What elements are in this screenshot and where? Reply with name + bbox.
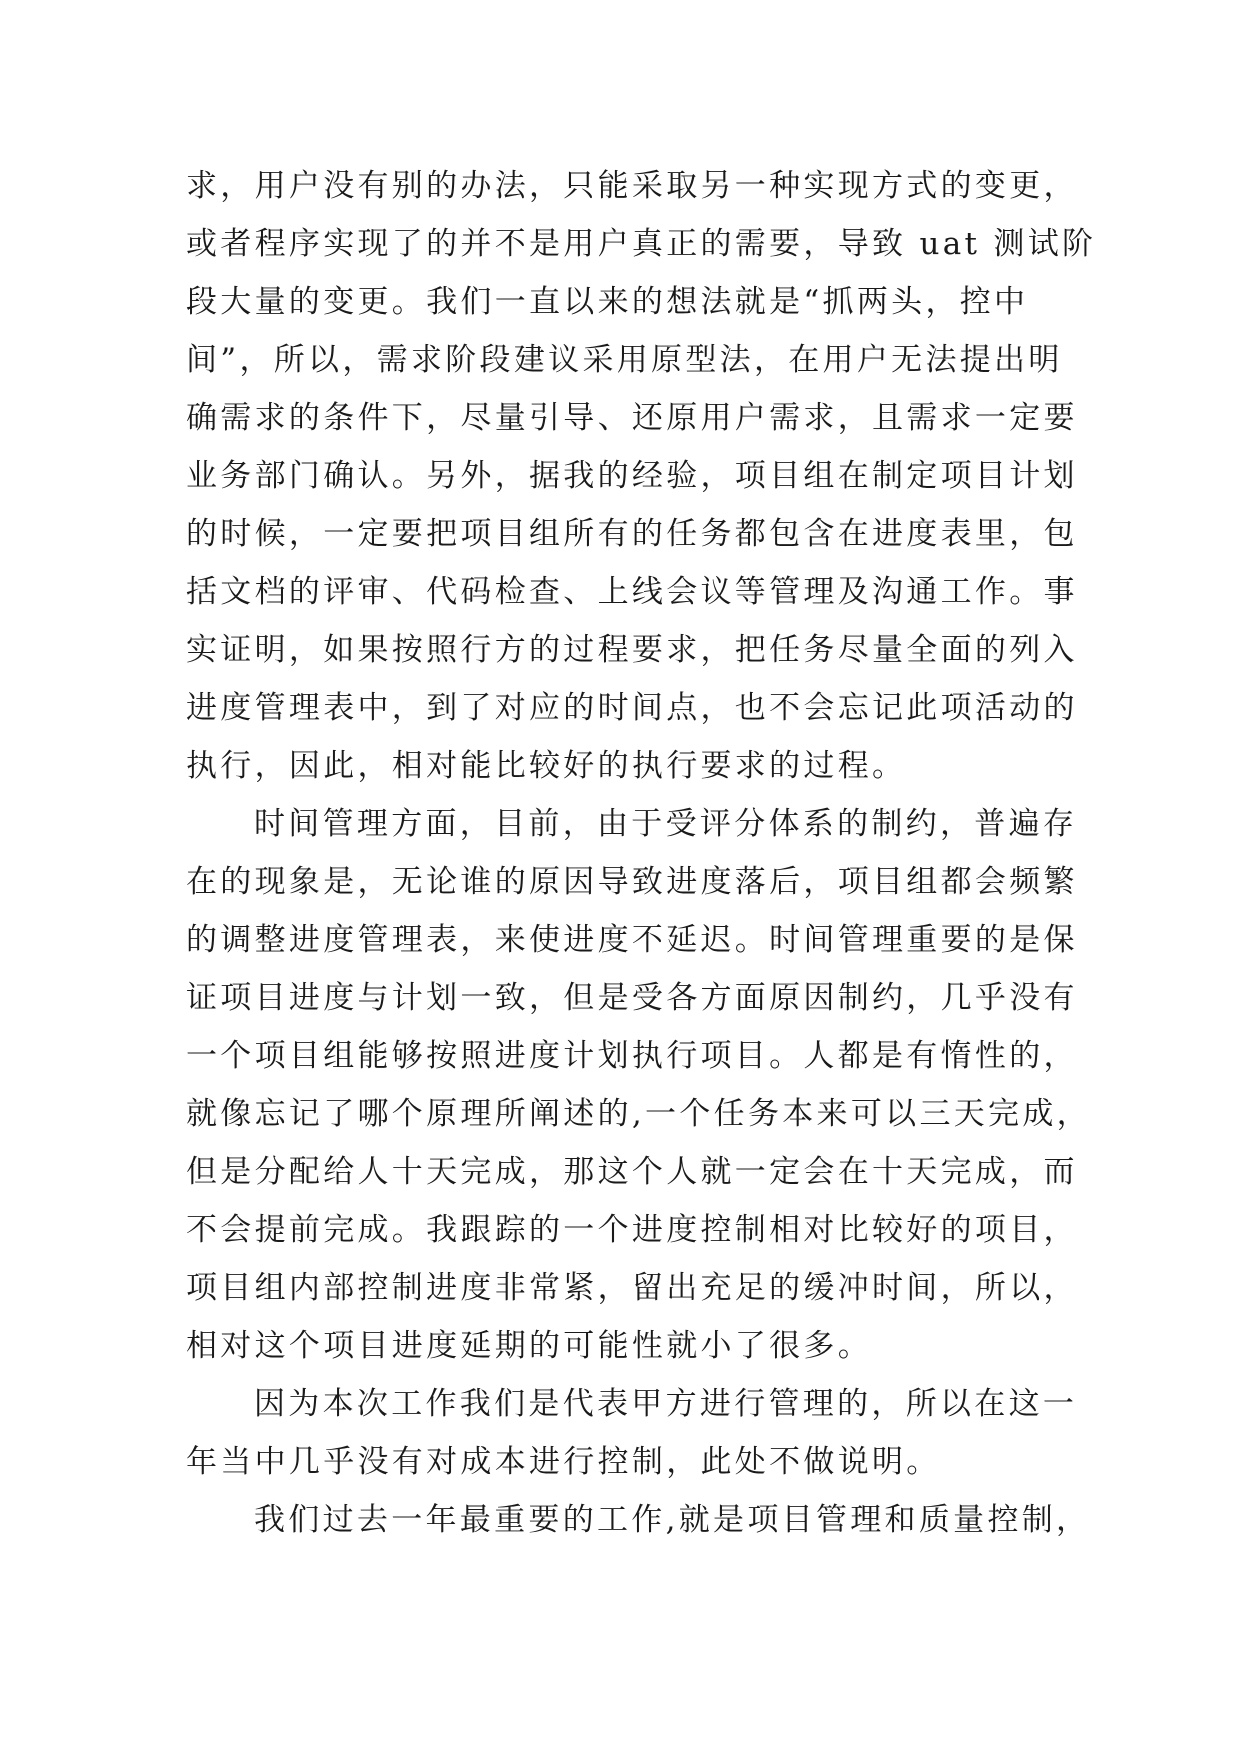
- text-line: 证项目进度与计划一致，但是受各方面原因制约，几乎没有: [186, 980, 1078, 1016]
- text-line: 的调整进度管理表，来使进度不延迟。时间管理重要的是保: [186, 922, 1078, 958]
- text-line: 项目组内部控制进度非常紧，留出充足的缓冲时间，所以，: [186, 1270, 1078, 1306]
- text-line: 不会提前完成。我跟踪的一个进度控制相对比较好的项目，: [186, 1212, 1078, 1248]
- text-line: 确需求的条件下，尽量引导、还原用户需求，且需求一定要: [186, 400, 1078, 436]
- text-line: 段大量的变更。我们一直以来的想法就是“抓两头，控中: [186, 284, 1029, 320]
- text-line: 但是分配给人十天完成，那这个人就一定会在十天完成，而: [186, 1154, 1078, 1190]
- text-line: 在的现象是，无论谁的原因导致进度落后，项目组都会频繁: [186, 864, 1078, 900]
- text-line: 业务部门确认。另外，据我的经验，项目组在制定项目计划: [186, 458, 1078, 494]
- text-line: 我们过去一年最重要的工作,就是项目管理和质量控制，: [254, 1502, 1091, 1538]
- text-line: 年当中几乎没有对成本进行控制，此处不做说明。: [186, 1444, 941, 1480]
- text-line: 的时候，一定要把项目组所有的任务都包含在进度表里，包: [186, 516, 1078, 552]
- text-line: 进度管理表中，到了对应的时间点，也不会忘记此项活动的: [186, 690, 1078, 726]
- text-line: 相对这个项目进度延期的可能性就小了很多。: [186, 1328, 872, 1364]
- paragraph-requirements: [186, 157, 1097, 795]
- paragraph-cost-management: [186, 1375, 1078, 1491]
- paragraph-time-management: [186, 795, 1091, 1375]
- text-line: 执行，因此，相对能比较好的执行要求的过程。: [186, 748, 907, 784]
- text-line: 时间管理方面，目前，由于受评分体系的制约，普遍存: [254, 806, 1078, 842]
- text-line: 一个项目组能够按照进度计划执行项目。人都是有惰性的，: [186, 1038, 1078, 1074]
- text-line: 实证明，如果按照行方的过程要求，把任务尽量全面的列入: [186, 632, 1078, 668]
- document-body: [186, 157, 1097, 1549]
- text-line: 间”，所以，需求阶段建议采用原型法，在用户无法提出明: [186, 342, 1063, 378]
- paragraph-quality-control: [186, 1491, 1091, 1549]
- text-line: 或者程序实现了的并不是用户真正的需要，导致 uat 测试阶: [186, 226, 1097, 262]
- text-line: 括文档的评审、代码检查、上线会议等管理及沟通工作。事: [186, 574, 1078, 610]
- text-line: 因为本次工作我们是代表甲方进行管理的，所以在这一: [254, 1386, 1078, 1422]
- text-line: 求，用户没有别的办法，只能采取另一种实现方式的变更，: [186, 168, 1078, 204]
- text-line: 就像忘记了哪个原理所阐述的,一个任务本来可以三天完成，: [186, 1096, 1091, 1132]
